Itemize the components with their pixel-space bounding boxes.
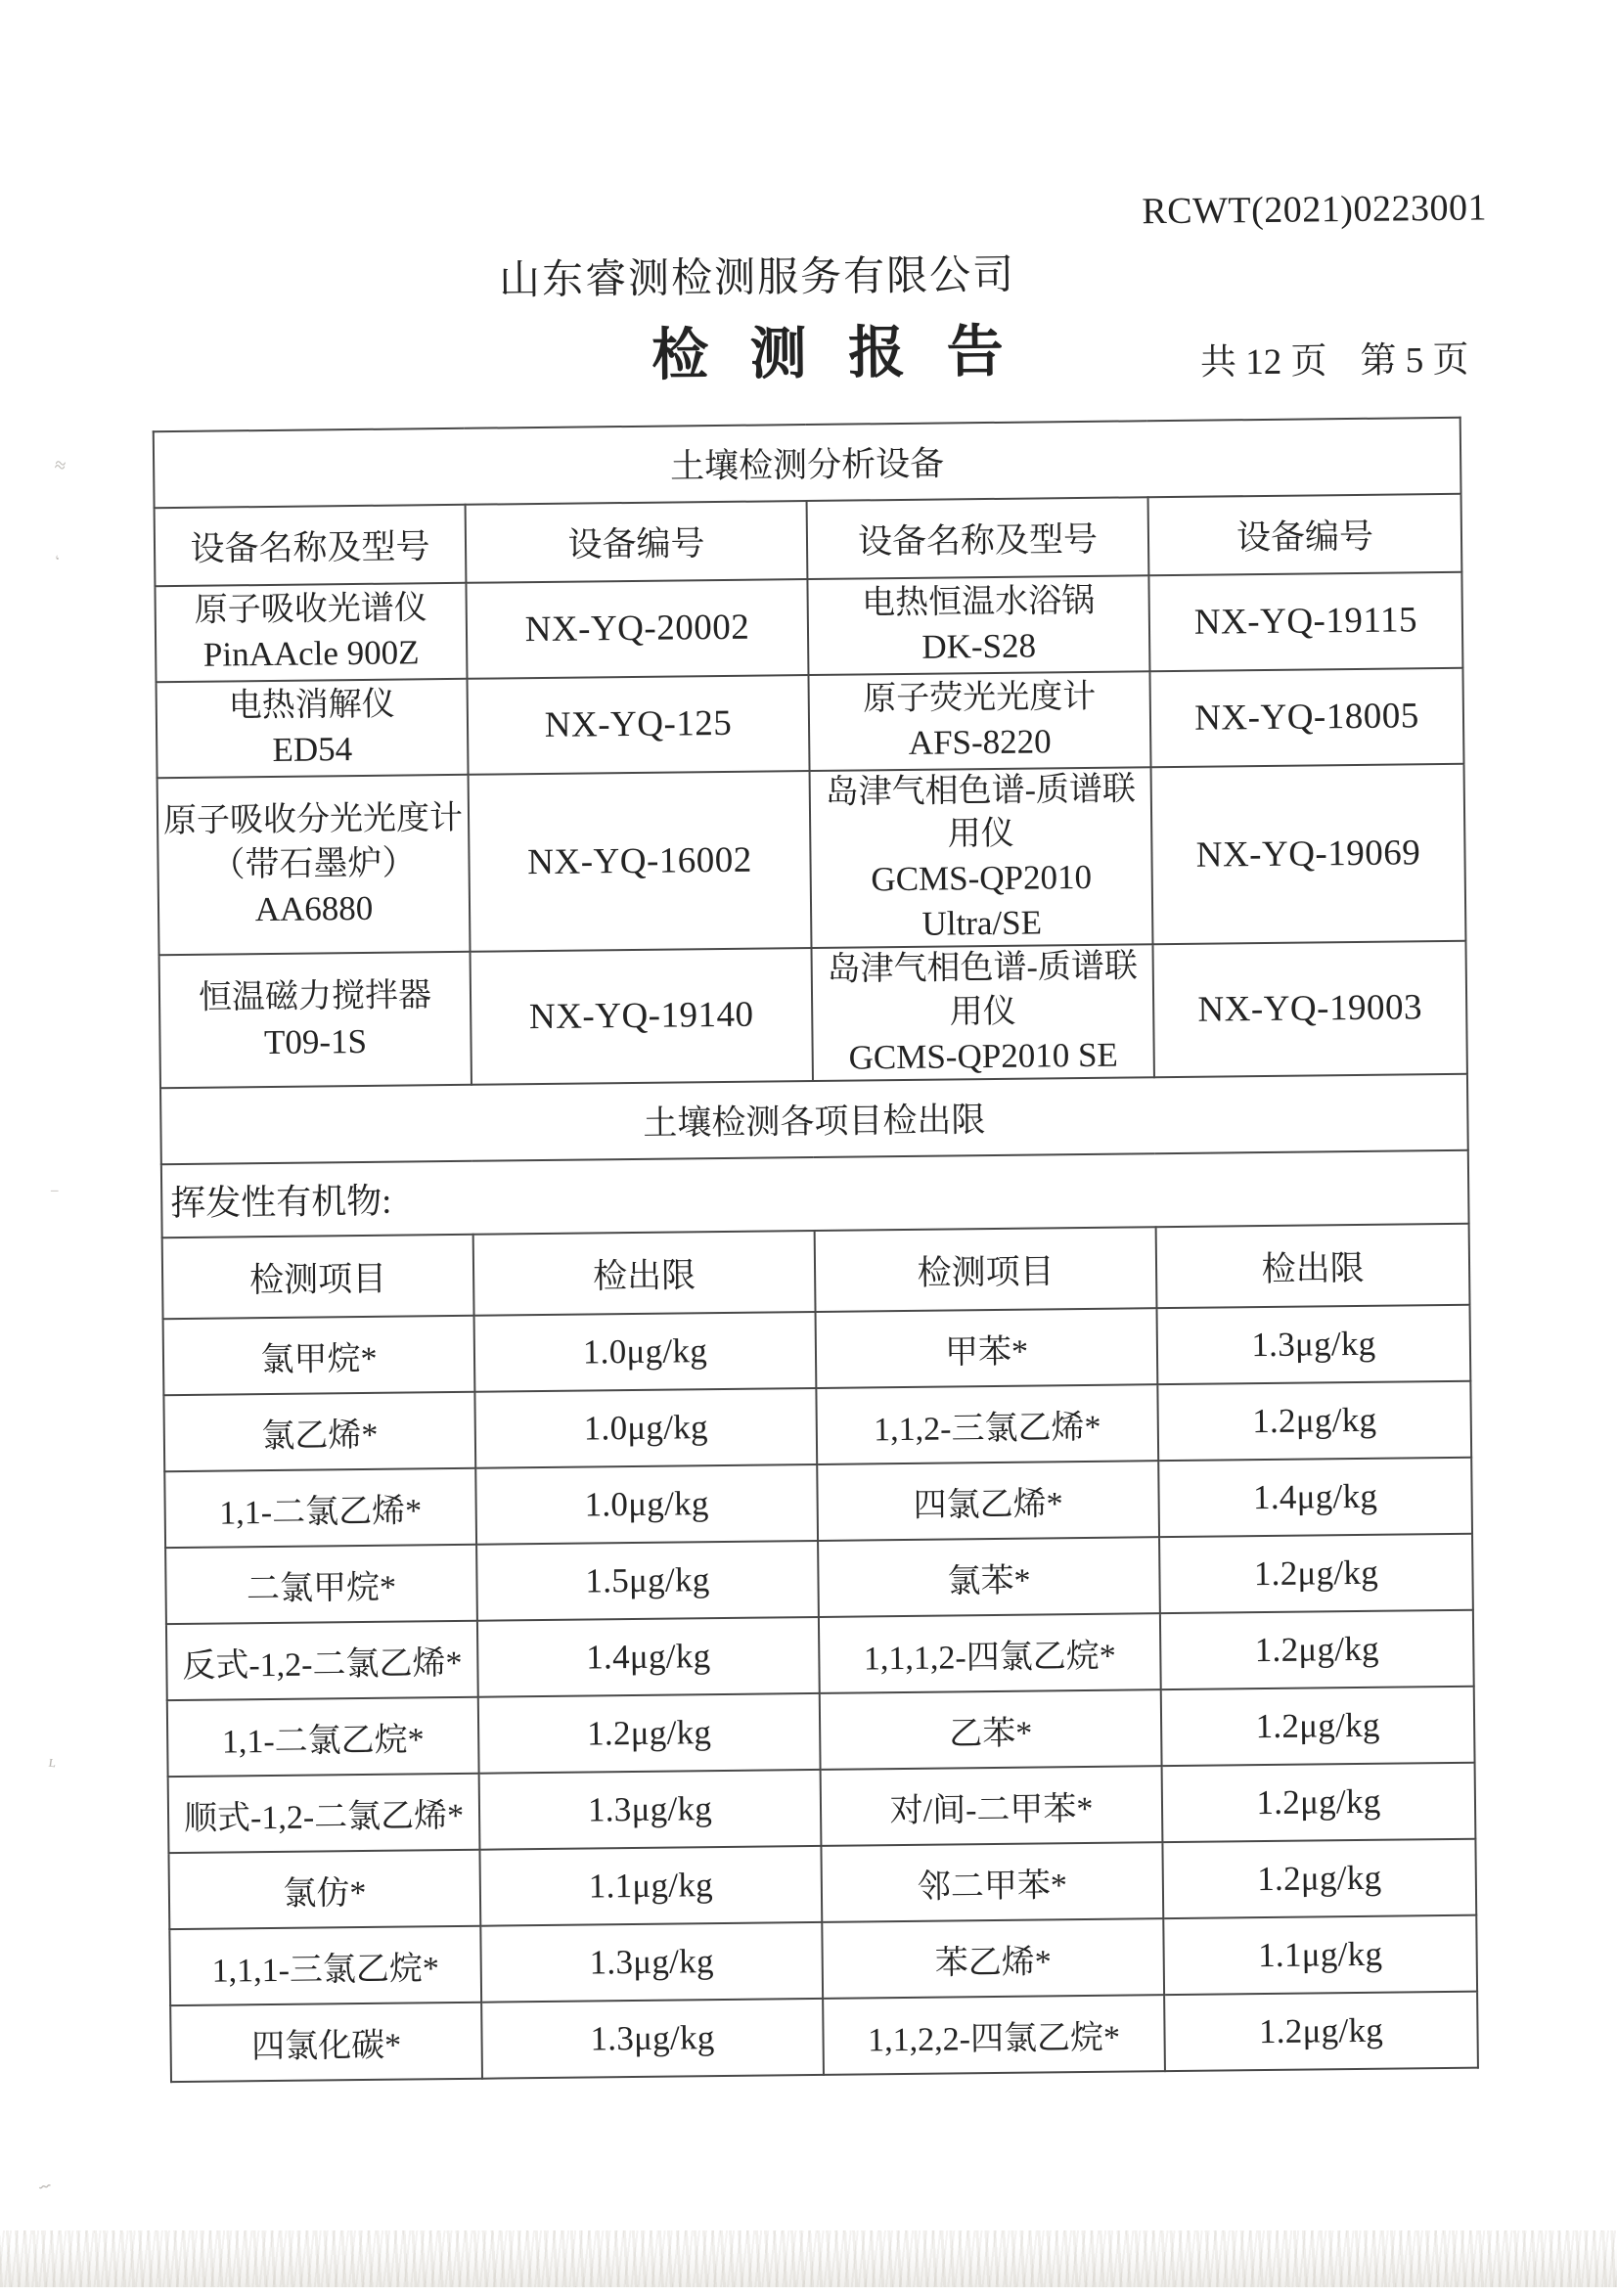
report-table: [153, 417, 1479, 2084]
item-cell: 邻二甲苯*: [821, 1842, 1163, 1922]
device-model: AFS-8220: [908, 722, 1052, 763]
equipment-header-cell: 设备名称及型号: [155, 505, 467, 586]
limit-cell: 1.2μg/kg: [1159, 1534, 1473, 1613]
item-cell: 1,1,2,2-四氯乙烷*: [823, 1995, 1165, 2075]
limits-header-cell: 检出限: [1156, 1224, 1470, 1308]
item-cell: 1,1,1-三氯乙烷*: [169, 1926, 481, 2005]
device-name: 恒温磁力搅拌器: [198, 977, 432, 1017]
equipment-section-row: [154, 418, 1461, 508]
limit-row: [170, 1992, 1478, 2082]
company-name: 山东睿测检测服务有限公司: [498, 252, 1016, 304]
device-name-cell: [810, 767, 1153, 948]
item-cell: 甲苯*: [816, 1308, 1158, 1388]
limit-cell: 1.1μg/kg: [479, 1846, 822, 1926]
item-cell: 氯仿*: [168, 1850, 480, 1929]
limit-row: [164, 1458, 1472, 1548]
limits-header-cell: 检出限: [473, 1231, 816, 1316]
device-name-cell: [157, 775, 471, 956]
limit-cell: 1.0μg/kg: [474, 1312, 817, 1392]
page-current: 第 5 页: [1360, 339, 1469, 382]
limit-cell: 1.4μg/kg: [1158, 1458, 1472, 1537]
device-id-cell: NX-YQ-125: [468, 675, 810, 775]
limit-row: [167, 1687, 1475, 1777]
device-model: GCMS-QP2010 Ultra/SE: [871, 858, 1093, 943]
limit-cell: 1.2μg/kg: [1162, 1763, 1476, 1842]
device-name: 岛津气相色谱-质谱联用仪: [827, 948, 1139, 1031]
scan-speck: ʻ: [52, 552, 66, 570]
device-name: 原子吸收分光光度计: [162, 799, 464, 840]
item-cell: 1,1-二氯乙烷*: [167, 1697, 479, 1777]
item-cell: 1,1-二氯乙烯*: [164, 1468, 476, 1548]
device-name-cell: [159, 952, 472, 1088]
device-model: ED54: [272, 730, 353, 770]
equipment-header-cell: 设备编号: [466, 501, 808, 583]
limits-header-cell: 检测项目: [162, 1235, 474, 1319]
device-id-cell: NX-YQ-16002: [469, 771, 812, 952]
limits-header-row: [162, 1224, 1470, 1319]
equipment-row: [157, 668, 1464, 778]
limits-section-title: 土壤检测各项目检出限: [160, 1074, 1468, 1164]
scan-speck: ʟ: [47, 1751, 58, 1772]
device-id-cell: NX-YQ-19003: [1152, 941, 1466, 1077]
device-name-cell: [807, 575, 1149, 675]
item-cell: 苯乙烯*: [822, 1918, 1164, 1999]
scan-speck: –: [51, 1183, 59, 1198]
limit-cell: 1.2μg/kg: [478, 1693, 821, 1774]
equipment-row: [157, 764, 1466, 956]
limit-row: [163, 1381, 1471, 1471]
limit-cell: 1.0μg/kg: [475, 1464, 818, 1545]
scan-speck: ⌇: [34, 2182, 52, 2192]
device-model: （带石墨炉）AA6880: [210, 843, 417, 928]
item-cell: 1,1,1,2-四氯乙烷*: [819, 1613, 1161, 1693]
scan-speck: ≈: [52, 454, 68, 477]
pages-total: 共 12 页: [1199, 341, 1327, 383]
limit-cell: 1.0μg/kg: [474, 1388, 817, 1468]
equipment-header-row: [155, 494, 1462, 586]
limit-cell: 1.4μg/kg: [477, 1617, 820, 1697]
device-name-cell: [808, 671, 1150, 771]
equipment-header-cell: 设备编号: [1148, 494, 1462, 575]
limit-cell: 1.3μg/kg: [1157, 1305, 1471, 1384]
device-name: 电热恒温水浴锅: [861, 582, 1096, 622]
limit-cell: 1.3μg/kg: [480, 1922, 823, 2003]
device-id-cell: NX-YQ-20002: [466, 579, 808, 679]
page-info: [1200, 330, 1469, 385]
limit-cell: 1.3μg/kg: [479, 1770, 822, 1850]
limit-cell: 1.2μg/kg: [1160, 1610, 1474, 1689]
page-title: 检 测 报 告: [651, 319, 1018, 387]
limit-cell: 1.1μg/kg: [1163, 1915, 1477, 1995]
device-id-cell: NX-YQ-18005: [1149, 668, 1463, 767]
equipment-header-cell: 设备名称及型号: [807, 497, 1149, 579]
device-model: DK-S28: [921, 626, 1037, 667]
device-name: 原子吸收光谱仪: [194, 590, 427, 629]
device-name: 岛津气相色谱-质谱联用仪: [825, 771, 1137, 853]
equipment-row: [159, 941, 1467, 1088]
device-model: GCMS-QP2010 SE: [848, 1035, 1119, 1077]
limit-cell: 1.2μg/kg: [1161, 1687, 1475, 1766]
limits-section-row: [160, 1074, 1468, 1164]
limit-cell: 1.2μg/kg: [1157, 1381, 1471, 1461]
limit-row: [169, 1915, 1477, 2005]
item-cell: 乙苯*: [820, 1689, 1162, 1770]
item-cell: 氯乙烯*: [163, 1392, 475, 1471]
category-label: 挥发性有机物:: [161, 1150, 1469, 1238]
item-cell: 1,1,2-三氯乙烯*: [816, 1384, 1158, 1464]
limit-cell: 1.2μg/kg: [1164, 1992, 1478, 2071]
limit-row: [168, 1763, 1476, 1853]
limits-header-cell: 检测项目: [815, 1227, 1157, 1312]
device-id-cell: NX-YQ-19069: [1151, 764, 1466, 945]
limit-cell: 1.5μg/kg: [476, 1541, 819, 1621]
device-model: PinAAcle 900Z: [202, 633, 420, 675]
limit-cell: 1.2μg/kg: [1162, 1839, 1476, 1918]
item-cell: 二氯甲烷*: [165, 1545, 477, 1624]
category-row: [161, 1150, 1469, 1238]
device-id-cell: NX-YQ-19140: [471, 948, 813, 1085]
item-cell: 四氯乙烯*: [817, 1461, 1159, 1541]
device-name-cell: [812, 945, 1154, 1082]
device-name: 电热消解仪: [228, 686, 395, 725]
limit-cell: 1.3μg/kg: [481, 1999, 824, 2079]
device-id-cell: NX-YQ-19115: [1148, 572, 1462, 671]
report-number: RCWT(2021)0223001: [1142, 187, 1488, 233]
item-cell: 氯甲烷*: [163, 1316, 475, 1395]
limit-row: [168, 1839, 1476, 1929]
equipment-section-title: 土壤检测分析设备: [154, 418, 1461, 508]
device-name: 原子荧光光度计: [863, 678, 1097, 718]
equipment-row: [155, 572, 1462, 682]
scan-noise-band: [0, 2230, 1617, 2287]
device-name-cell: [155, 583, 467, 682]
item-cell: 反式-1,2-二氯乙烯*: [166, 1621, 478, 1700]
device-model: T09-1S: [263, 1021, 368, 1061]
item-cell: 氯苯*: [818, 1537, 1160, 1617]
limit-row: [165, 1534, 1473, 1624]
limit-row: [163, 1305, 1471, 1395]
item-cell: 对/间-二甲苯*: [821, 1766, 1163, 1846]
limit-row: [166, 1610, 1474, 1700]
item-cell: 顺式-1,2-二氯乙烯*: [168, 1774, 480, 1853]
device-name-cell: [157, 679, 469, 778]
item-cell: 四氯化碳*: [170, 2003, 482, 2082]
